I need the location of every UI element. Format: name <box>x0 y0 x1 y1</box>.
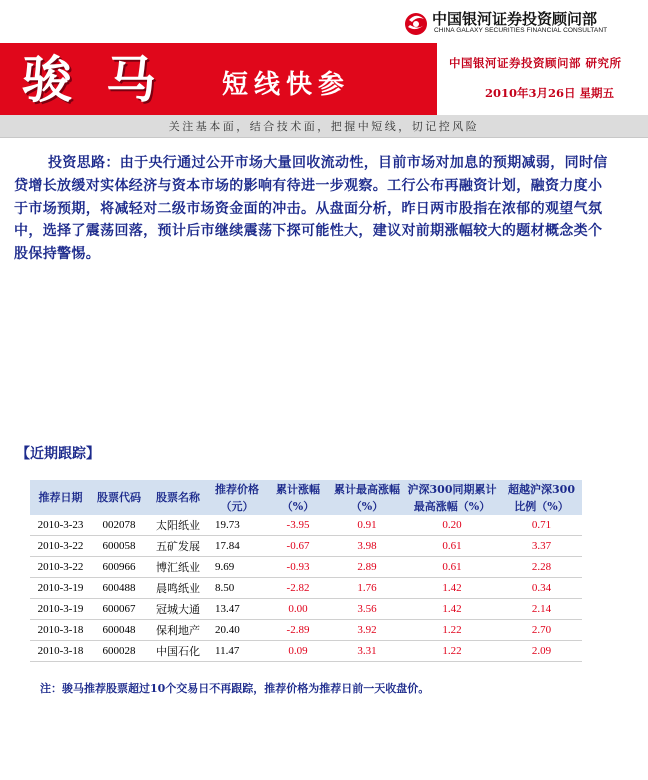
gain-cell: -0.67 <box>265 536 331 557</box>
price-cell: 9.69 <box>209 557 265 578</box>
table-row <box>30 641 582 662</box>
code-cell: 002078 <box>91 515 147 536</box>
table-row <box>30 599 582 620</box>
name-cell: 晨鸣纸业 <box>147 578 209 599</box>
index-gain-cell: 1.22 <box>403 620 501 641</box>
table-row <box>30 557 582 578</box>
gain-cell: -2.82 <box>265 578 331 599</box>
price-cell: 8.50 <box>209 578 265 599</box>
table-row <box>30 578 582 599</box>
table-row <box>30 620 582 641</box>
code-cell: 600048 <box>91 620 147 641</box>
excess-cell: 0.71 <box>501 515 582 536</box>
name-cell: 冠城大通 <box>147 599 209 620</box>
table-footnote: 注：骏马推荐股票超过10个交易日不再跟踪，推荐价格为推荐日前一天收盘价。 <box>40 682 430 695</box>
price-cell: 17.84 <box>209 536 265 557</box>
name-cell: 太阳纸业 <box>147 515 209 536</box>
department-label: 中国银河证券投资顾问部 研究所 <box>449 56 622 70</box>
index-gain-cell: 1.42 <box>403 599 501 620</box>
tracking-section-title: 【近期跟踪】 <box>16 446 100 462</box>
date-cell: 2010-3-19 <box>30 578 91 599</box>
max-gain-cell: 3.56 <box>331 599 403 620</box>
date-cell: 2010-3-18 <box>30 641 91 662</box>
max-gain-cell: 1.76 <box>331 578 403 599</box>
gain-cell: -0.93 <box>265 557 331 578</box>
excess-cell: 0.34 <box>501 578 582 599</box>
gain-cell: -3.95 <box>265 515 331 536</box>
header-info-panel <box>437 43 648 115</box>
excess-cell: 2.14 <box>501 599 582 620</box>
name-cell: 中国石化 <box>147 641 209 662</box>
excess-cell: 2.28 <box>501 557 582 578</box>
company-name-en: CHINA GALAXY SECURITIES FINANCIAL CONSULTANT <box>434 27 608 34</box>
gain-cell: 0.00 <box>265 599 331 620</box>
brand-title: 骏马 <box>22 50 190 109</box>
index-gain-cell: 0.61 <box>403 557 501 578</box>
slogan-bar <box>0 115 648 138</box>
code-cell: 600488 <box>91 578 147 599</box>
table-header-row <box>30 480 582 515</box>
max-gain-cell: 3.31 <box>331 641 403 662</box>
code-cell: 600966 <box>91 557 147 578</box>
price-cell: 11.47 <box>209 641 265 662</box>
date-cell: 2010-3-19 <box>30 599 91 620</box>
max-gain-cell: 0.91 <box>331 515 403 536</box>
index-gain-cell: 0.20 <box>403 515 501 536</box>
report-date: 2010年3月26日 星期五 <box>485 86 615 100</box>
date-cell: 2010-3-22 <box>30 536 91 557</box>
excess-cell: 3.37 <box>501 536 582 557</box>
max-gain-cell: 3.92 <box>331 620 403 641</box>
date-cell: 2010-3-23 <box>30 515 91 536</box>
column-header: 推荐日期 <box>30 480 91 515</box>
company-logo <box>404 8 648 42</box>
column-header: 累计涨幅（%） <box>265 480 331 515</box>
price-cell: 13.47 <box>209 599 265 620</box>
index-gain-cell: 0.61 <box>403 536 501 557</box>
column-header: 股票代码 <box>91 480 147 515</box>
price-cell: 20.40 <box>209 620 265 641</box>
max-gain-cell: 2.89 <box>331 557 403 578</box>
code-cell: 600067 <box>91 599 147 620</box>
name-cell: 博汇纸业 <box>147 557 209 578</box>
tracking-table <box>30 480 582 662</box>
company-name-cn: 中国银河证券投资顾问部 <box>432 10 598 28</box>
code-cell: 600058 <box>91 536 147 557</box>
price-cell: 19.73 <box>209 515 265 536</box>
gain-cell: 0.09 <box>265 641 331 662</box>
column-header: 股票名称 <box>147 480 209 515</box>
column-header: 沪深300同期累计最高涨幅（%） <box>403 480 501 515</box>
column-header: 推荐价格（元） <box>209 480 265 515</box>
slogan-text: 关注基本面，结合技术面，把握中短线，切记控风险 <box>168 120 480 133</box>
code-cell: 600028 <box>91 641 147 662</box>
column-header: 超越沪深300比例（%） <box>501 480 582 515</box>
table-row <box>30 515 582 536</box>
gain-cell: -2.89 <box>265 620 331 641</box>
index-gain-cell: 1.22 <box>403 641 501 662</box>
excess-cell: 2.09 <box>501 641 582 662</box>
name-cell: 保利地产 <box>147 620 209 641</box>
excess-cell: 2.70 <box>501 620 582 641</box>
report-subtitle: 短线快参 <box>222 70 351 100</box>
column-header: 累计最高涨幅（%） <box>331 480 403 515</box>
galaxy-logo-icon <box>404 10 428 38</box>
date-cell: 2010-3-22 <box>30 557 91 578</box>
investment-commentary: 投资思路：由于央行通过公开市场大量回收流动性，目前市场对加息的预期减弱，同时信贷增长放缓对实体经济与资本市场的影响有待进一步观察。工行公布再融资计划，融资力度小于市场预期，将减轻对二级市场资金面的冲击。从盘面分析，昨日两市股指在浓郁的观望气氛中，选择了震荡回落，预计后市继续震荡下探可能性大，建议对前期涨幅较大的题材概念类个股保持警惕。 <box>14 155 608 263</box>
name-cell: 五矿发展 <box>147 536 209 557</box>
date-cell: 2010-3-18 <box>30 620 91 641</box>
max-gain-cell: 3.98 <box>331 536 403 557</box>
index-gain-cell: 1.42 <box>403 578 501 599</box>
table-row <box>30 536 582 557</box>
